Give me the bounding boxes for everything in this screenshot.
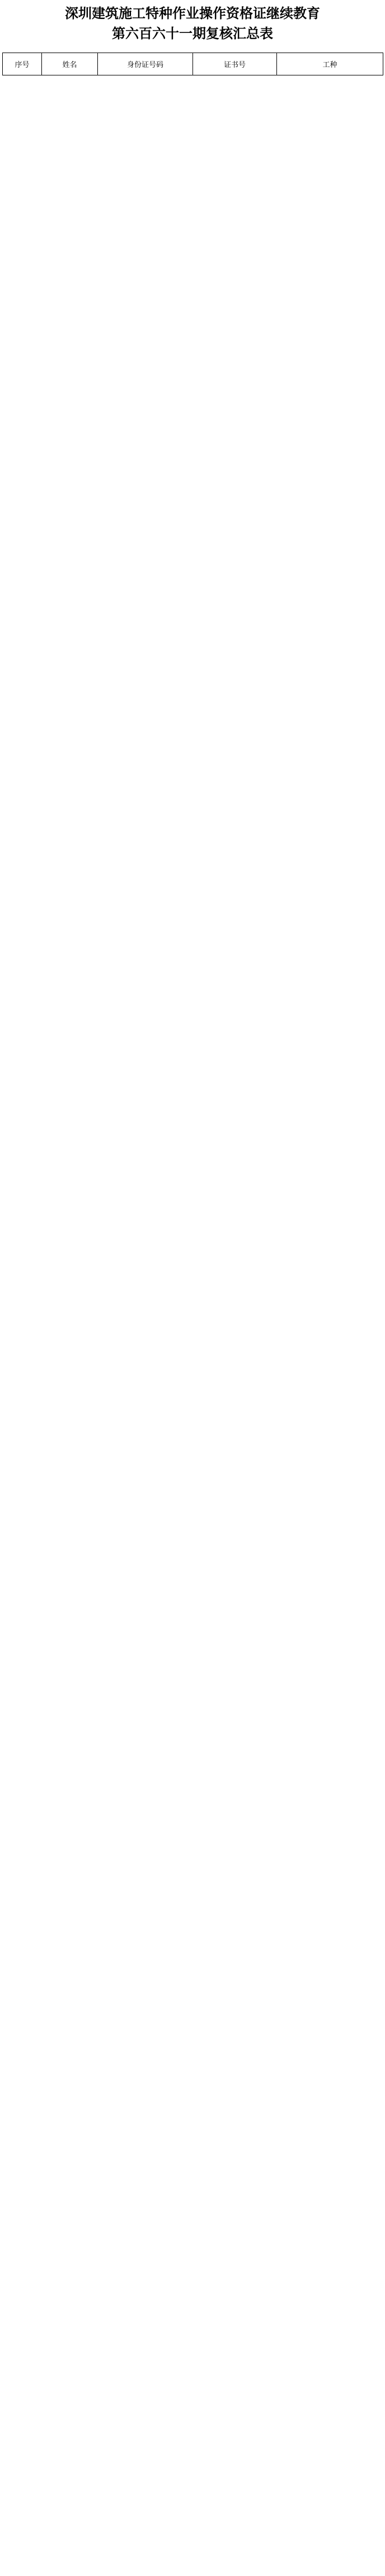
review-summary-table [2, 53, 383, 75]
page-title-line-1: 深圳建筑施工特种作业操作资格证继续教育 [65, 5, 320, 21]
header-trade: 工种 [277, 53, 383, 75]
table-header-row [3, 53, 383, 75]
header-cert-number: 证书号 [193, 53, 277, 75]
header-id-number: 身份证号码 [98, 53, 193, 75]
header-name: 姓名 [42, 53, 98, 75]
header-index: 序号 [3, 53, 42, 75]
page-title-line-2: 第六百六十一期复核汇总表 [112, 25, 273, 41]
title-block [2, 3, 383, 53]
